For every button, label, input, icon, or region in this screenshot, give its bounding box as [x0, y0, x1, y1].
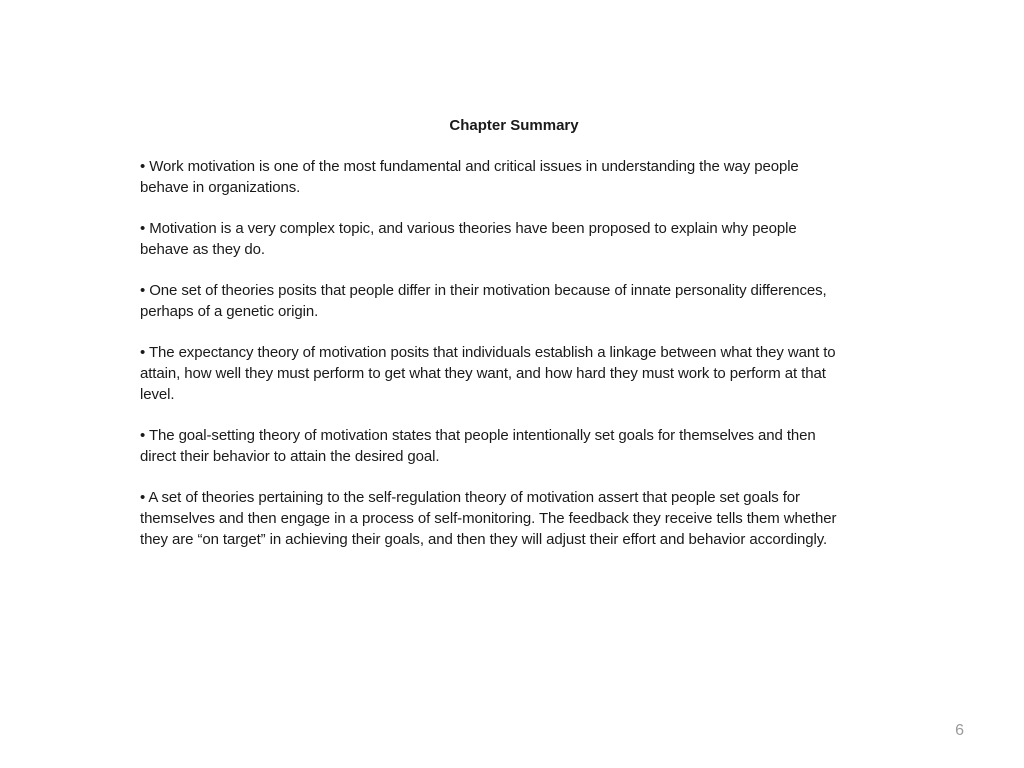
page-title: Chapter Summary — [449, 117, 579, 134]
bullet-paragraph — [140, 157, 900, 198]
bullet-line: behave in organizations. — [140, 178, 301, 196]
bullet-line: • Work motivation is one of the most fundamental and critical issues in understanding the way people — [140, 158, 799, 175]
bullet-line: level. — [140, 385, 175, 403]
bullet-line: they are “on target” in achieving their goals, and then they will adjust their effort and behavior accordingly. — [140, 530, 828, 548]
bullet-paragraph — [140, 219, 900, 260]
bullet-line: attain, how well they must perform to get what they want, and how hard they must work to perform at that — [140, 364, 826, 382]
bullet-line: perhaps of a genetic origin. — [140, 302, 319, 320]
bullet-paragraph — [140, 488, 900, 550]
bullet-list — [140, 157, 900, 571]
bullet-line: • A set of theories pertaining to the self-regulation theory of motivation assert that people set goals for — [140, 489, 800, 507]
bullet-line: • Motivation is a very complex topic, and various theories have been proposed to explain why people — [140, 220, 797, 238]
bullet-line: direct their behavior to attain the desired goal. — [140, 447, 440, 465]
bullet-line: themselves and then engage in a process of self-monitoring. The feedback they receive tells them whether — [140, 509, 837, 527]
page-number: 6 — [955, 722, 964, 739]
bullet-paragraph — [140, 426, 900, 467]
bullet-paragraph — [140, 281, 900, 322]
bullet-line: • The expectancy theory of motivation posits that individuals establish a linkage between what they want to — [140, 344, 836, 362]
bullet-line: • The goal-setting theory of motivation states that people intentionally set goals for themselves and then — [140, 427, 816, 445]
bullet-line: • One set of theories posits that people differ in their motivation because of innate personality differences, — [140, 282, 827, 300]
bullet-line: behave as they do. — [140, 240, 265, 258]
bullet-paragraph — [140, 343, 900, 405]
